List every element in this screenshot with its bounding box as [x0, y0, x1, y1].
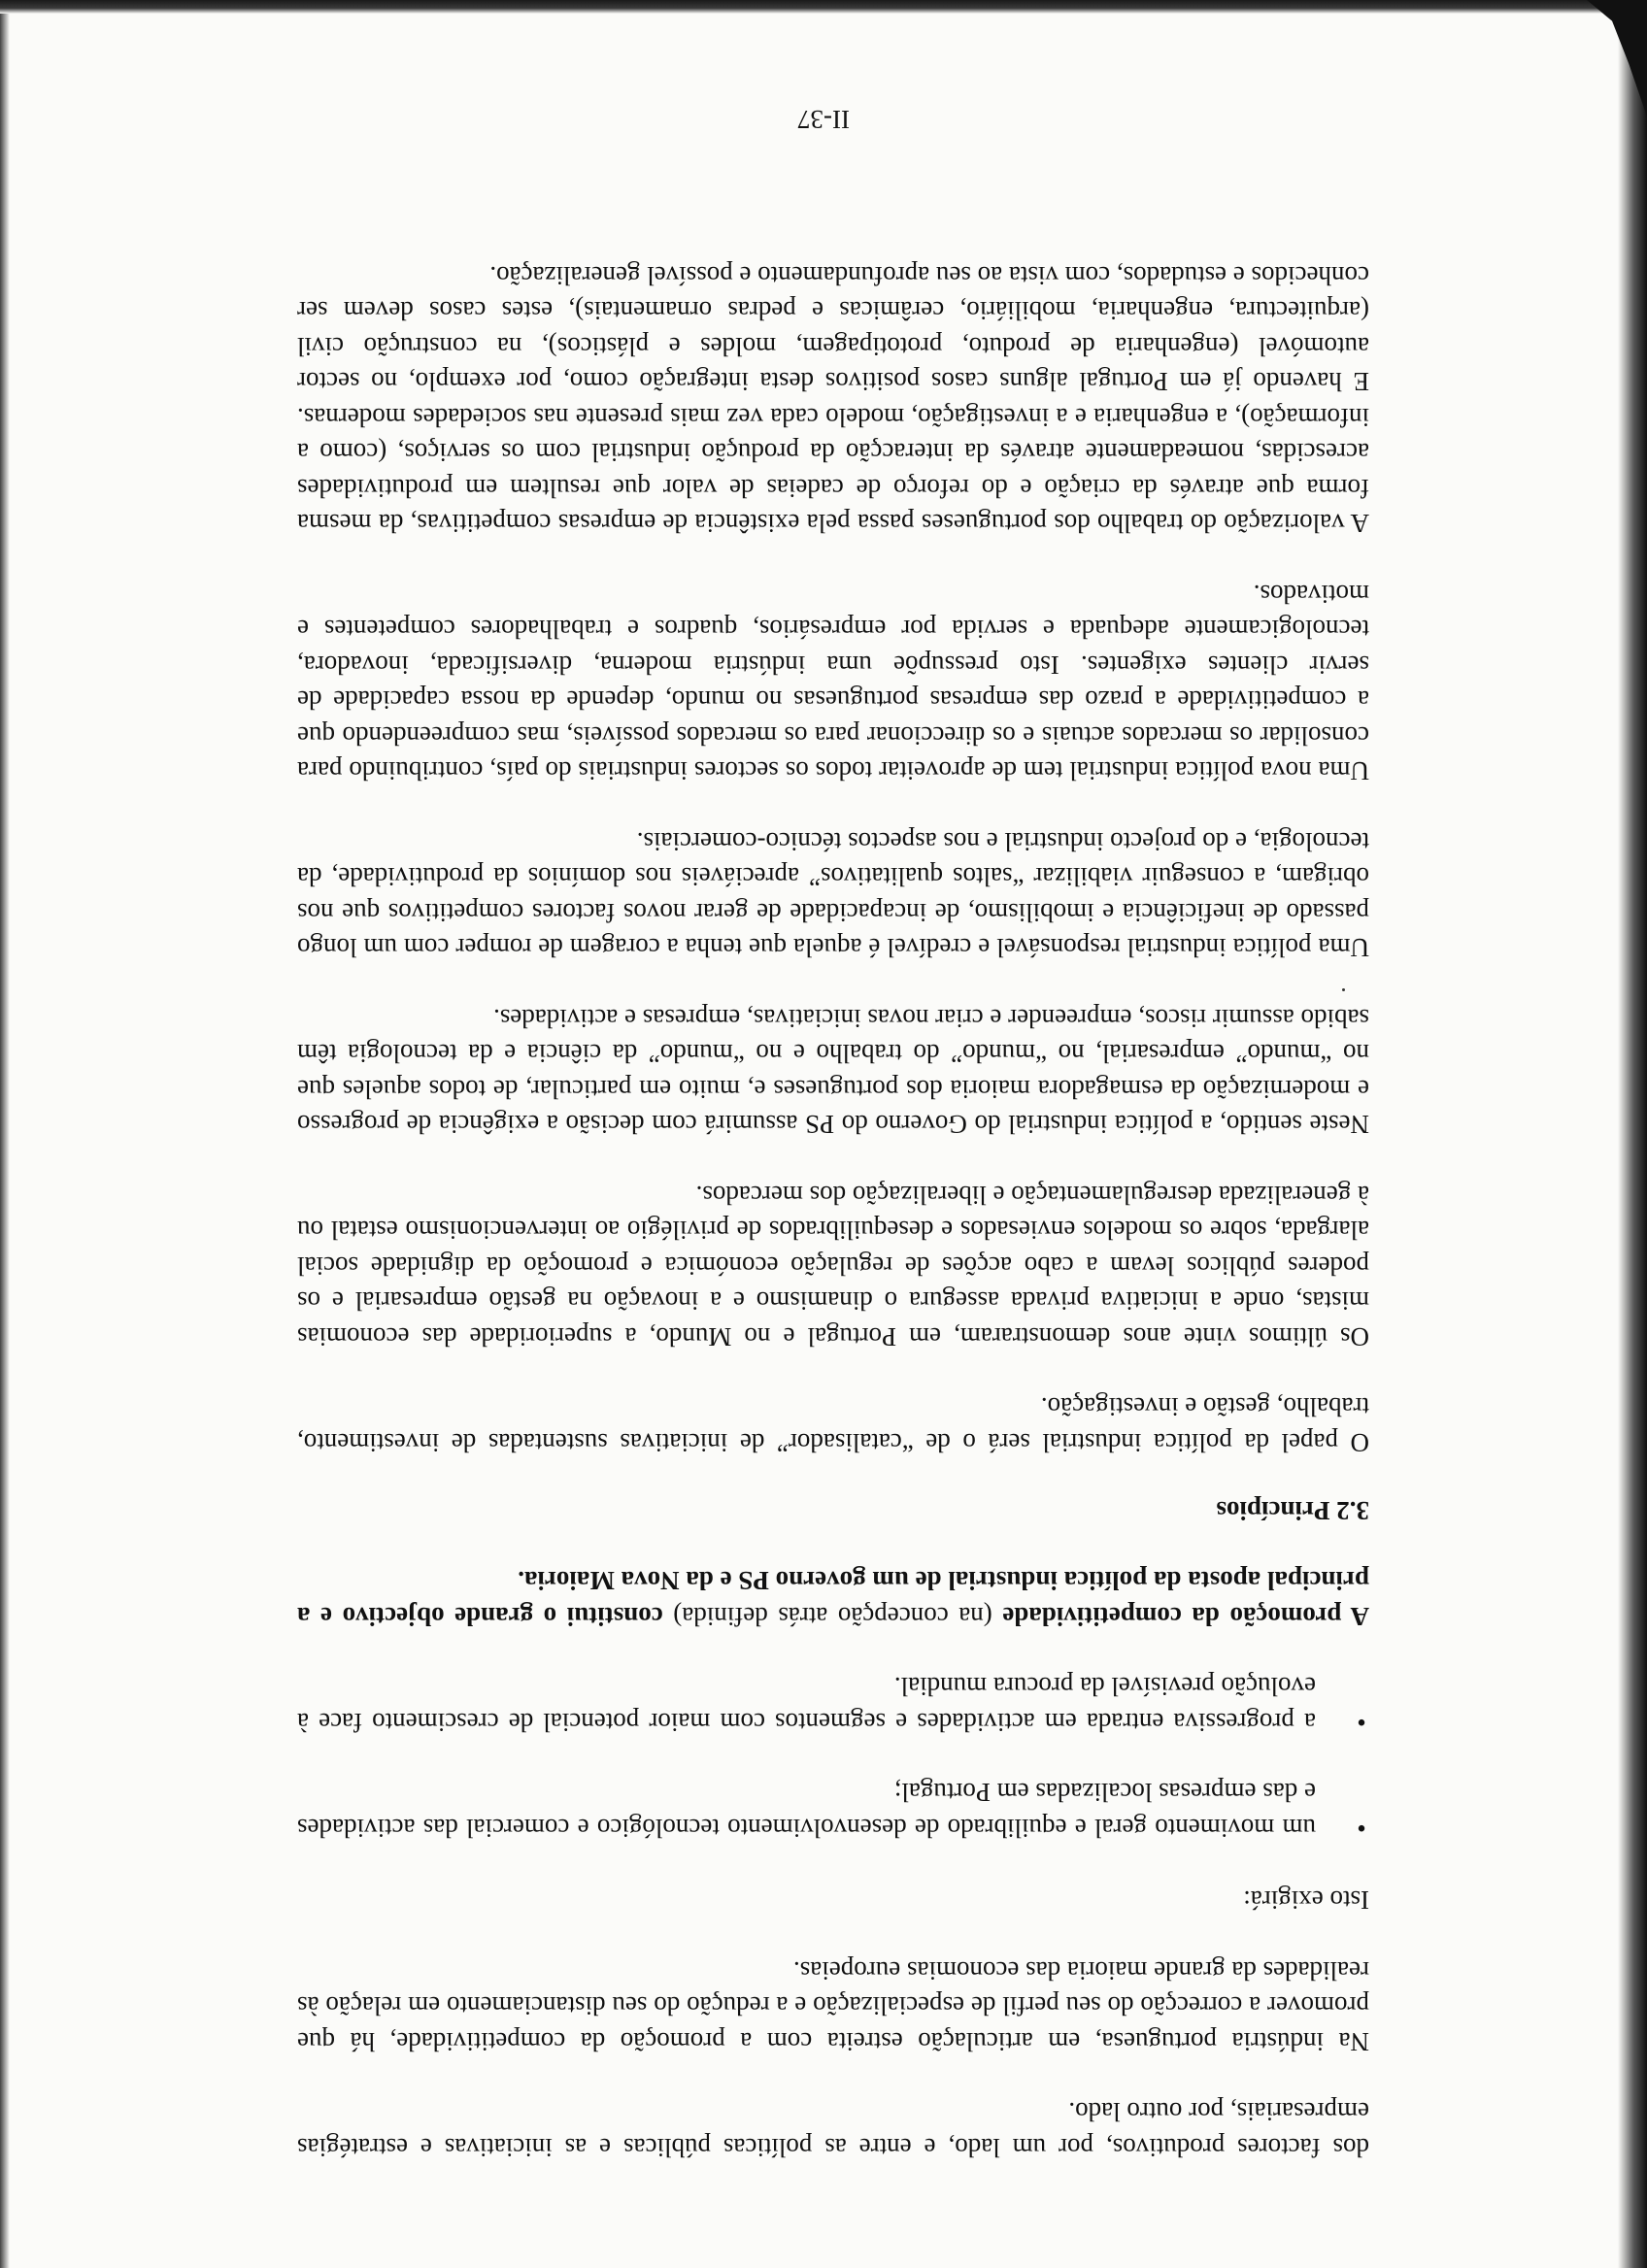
- paragraph-government: Neste sentido, a política industrial do Governo do PS assumirá com decisão a exigência de progresso e modernização da esmagadora maioria dos portugueses e, muito em particular, de todos aqueles que no “mundo” empresarial, no “mundo” do trabalho e no “mundo” da ciência e da tecnologia têm sabido assumir riscos, empreender e criar novas iniciativas, empresas e actividades.: [297, 1004, 1369, 1140]
- paragraph-labour-value: A valorização do trabalho dos portugueses passa pela existência de empresas competitivas, da mesma forma que através da criação e do reforço de cadeias de valor que resultem em produtividades acrescidas, nomeadamente através da interacção da produção industrial com os serviços, (como a informação), a engenharia e a investigação, modelo cada vez mais presente nas sociedades modernas. E havendo já em Portugal alguns casos positivos desta integração como, por exemplo, no sector automóvel (engenharia de produto, prototipagem, moldes e plásticos), na construção civil (arquitectura, engenharia, mobiliário, cerâmicas e pedras ornamentais), estes casos devem ser conhecidos e estudados, com vista ao seu aprofundamento e possível generalização.: [297, 261, 1369, 539]
- list-item: [297, 1775, 1369, 1846]
- inline-text: (na concepção atrás definida): [662, 1602, 1003, 1631]
- page-body: [297, 223, 1369, 2166]
- page-number: II-37: [797, 105, 850, 134]
- emphasis-text: A promoção da competitividade: [1002, 1602, 1369, 1631]
- paragraph-continuation: dos factores produtivos, por um lado, e entre as políticas públicas e as iniciativas e estratégias empresariais, por outro lado.: [297, 2097, 1369, 2162]
- paragraph-new-policy: Uma nova política industrial tem de aproveitar todos os sectores industriais do país, contribuindo para consolidar os mercados actuais e os direccionar para os mercados possíveis, mas compreendendo que a competitividade a prazo das empresas portuguesas no mundo, depende da nossa capacidade de servir clientes exigentes. Isto pressupõe uma indústria moderna, diversificada, inovadora, tecnologicamente adequada e servida por empresários, quadros e trabalhadores competentes e motivados.: [297, 580, 1369, 786]
- emphasis-text: constitui o grande objectivo e a principal aposta da política industrial de um governo PS e da Nova Maioria.: [297, 1566, 1369, 1631]
- list-item: [297, 1669, 1369, 1740]
- paragraph-competitiveness: [297, 1563, 1369, 1634]
- paragraph-responsible-policy: Uma política industrial responsável e credível é aquela que tenha a coragem de romper com um longo passado de ineficiência e imobilismo, de incapacidade de gerar novos factores competitivos que nos obrigam, a conseguir viabilizar “saltos qualitativos” apreciáveis nos domínios da produtividade, da tecnologia, e do projecto industrial e nos aspectos técnico-comerciais.: [297, 827, 1369, 963]
- list-item-text: um movimento geral e equilibrado de desenvolvimento tecnológico e comercial das actividades e das empresas localizadas em Portugal;: [297, 1778, 1316, 1843]
- bullet-icon: •: [1357, 1708, 1366, 1737]
- bullet-icon: •: [1357, 1814, 1366, 1843]
- bullet-list: [297, 1669, 1369, 1846]
- list-item-text: a progressiva entrada em actividades e segmentos com maior potencial de crescimento face à evolução previsível da procura mundial.: [297, 1672, 1316, 1737]
- paragraph-mixed-economies: Os últimos vinte anos demonstraram, em Portugal e no Mundo, a superioridade das economias mistas, onde a iniciativa privada assegura o dinamismo e a inovação na gestão empresarial e os poderes públicos levam a cabo acções de regulação económica e promoção da dignidade social alargada, sobre os modelos enviesados e desequilibrados de privilégio ao intervencionismo estatal ou à generalizada desregulamentação e liberalização dos mercados.: [297, 1181, 1369, 1351]
- section-heading: 3.2 Princípios: [1216, 1496, 1369, 1525]
- paragraph-requires: Isto exigirá:: [1243, 1885, 1369, 1916]
- paragraph-industry: Na indústria portuguesa, em articulação estreita com a promoção da competitividade, há que promover a correcção do seu perfil de especialização e a redução do seu distanciamento em relação às realidades da grande maioria das economias europeias.: [297, 1956, 1369, 2056]
- paragraph-role: O papel da política industrial será o de “catalisador” de iniciativas sustentadas de investimento, trabalho, gestão e investigação.: [297, 1392, 1369, 1457]
